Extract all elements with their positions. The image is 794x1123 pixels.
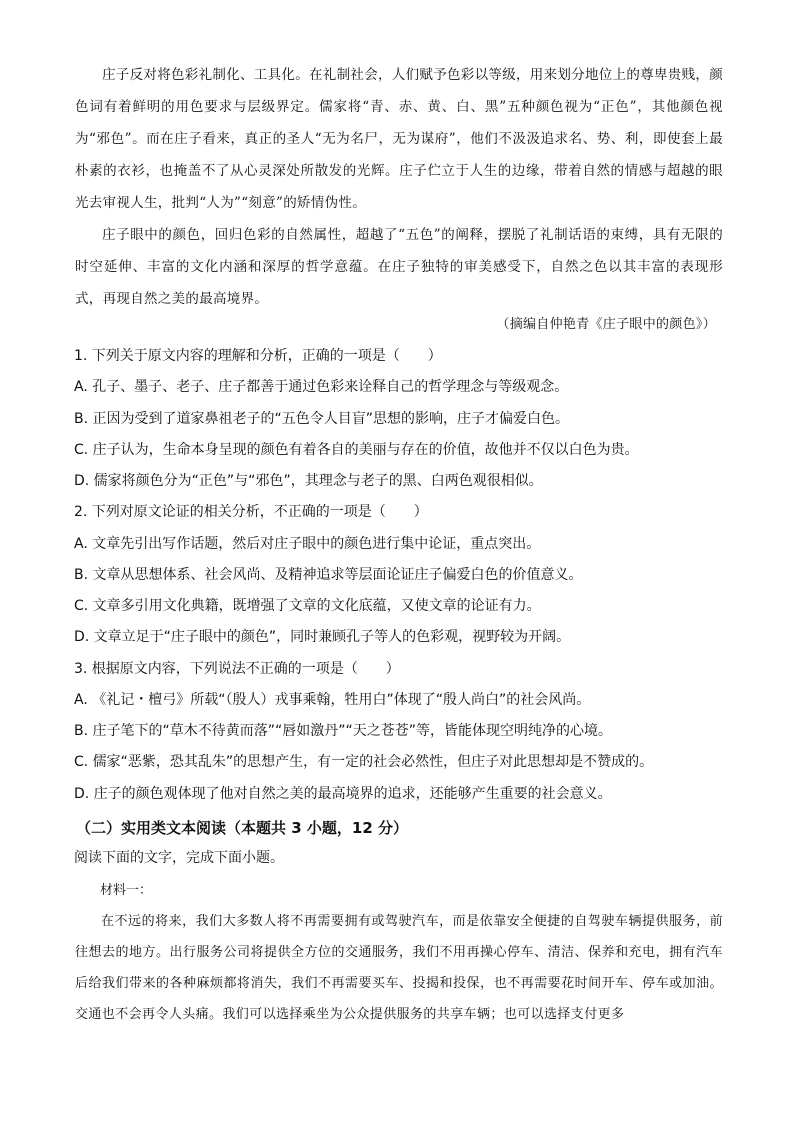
question-3-option-d[interactable]: D. 庄子的颜色观体现了他对自然之美的最高境界的追求，还能够产生重要的社会意义。 [74,786,612,802]
passage-paragraph-2: 庄子眼中的颜色，回归色彩的自然属性，超越了“五色”的阐释，摆脱了礼制话语的束缚，具有无限的时空延伸、丰富的文化内涵和深厚的哲学意蕴。在庄子独特的审美感受下，自然之色以其丰富的表现形式，再现自然之美的最高境界。 [75,227,723,307]
question-1-option-c[interactable]: C. 庄子认为，生命本身呈现的颜色有着各自的美丽与存在的价值，故他并不仅以白色为贵。 [74,442,639,458]
question-2-option-c[interactable]: C. 文章多引用文化典籍，既增强了文章的文化底蕴，又使文章的论证有力。 [74,598,541,614]
question-3-option-b[interactable]: B. 庄子笔下的“草木不待黄而落”“唇如激丹”“天之苍苍”等，皆能体现空明纯净的心境。 [74,723,613,739]
question-2-option-a[interactable]: A. 文章先引出写作话题，然后对庄子眼中的颜色进行集中论证，重点突出。 [74,536,541,552]
passage-source: （摘编自仲艳青《庄子眼中的颜色》） [496,317,716,332]
question-3-stem: 3. 根据原文内容，下列说法不正确的一项是（ ） [74,661,400,677]
question-2-option-d[interactable]: D. 文章立足于“庄子眼中的颜色”，同时兼顾孔子等人的色彩观，视野较为开阔。 [74,629,571,645]
passage-paragraph-1: 庄子反对将色彩礼制化、工具化。在礼制社会，人们赋予色彩以等级，用来划分地位上的尊卑贵贱，颜色词有着鲜明的用色要求与层级界定。儒家将“青、赤、黄、白、黑”五种颜色视为“正色”，其他颜色视为“邪色”。而在庄子看来，真正的圣人“无为名尸，无为谋府”，他们不汲汲追求名、势、利，即使套上最朴素的衣衫，也掩盖不了从心灵深处所散发的光辉。庄子伫立于人生的边缘，带着自然的情感与超越的眼光去审视人生，批判“人为”“刻意”的矫情伪性。 [75,67,723,211]
question-3-option-c[interactable]: C. 儒家“恶紫，恐其乱朱”的思想产生，有一定的社会必然性，但庄子对此思想却是不赞成的。 [74,754,654,770]
question-1-option-b[interactable]: B. 正因为受到了道家鼻祖老子的“五色令人目盲”思想的影响，庄子才偏爱白色。 [74,411,570,427]
section-2-title: （二）实用类文本阅读（本题共 3 小题，12 分） [76,819,408,837]
question-2-option-b[interactable]: B. 文章从思想体系、社会风尚、及精神追求等层面论证庄子偏爱白色的价值意义。 [74,567,583,583]
material-1-text: 在不远的将来，我们大多数人将不再需要拥有或驾驶汽车，而是依靠安全便捷的自驾驶车辆提供服务，前往想去的地方。出行服务公司将提供全方位的交通服务，我们不用再操心停车、清洁、保养和充电，拥有汽车后给我们带来的各种麻烦都将消失，我们不再需要买车、投揭和投保，也不再需要花时间开车、停车或加油。交通也不会再令人头痛。我们可以选择乘坐为公众提供服务的共享车辆；也可以选择支付更多 [75,914,723,1022]
question-1-stem: 1. 下列关于原文内容的理解和分析，正确的一项是（ ） [74,348,442,364]
question-1-option-d[interactable]: D. 儒家将颜色分为“正色”与“邪色”，其理念与老子的黑、白两色观很相似。 [74,473,543,489]
question-2-stem: 2. 下列对原文论证的相关分析，不正确的一项是（ ） [74,504,428,520]
question-1-option-a[interactable]: A. 孔子、墨子、老子、庄子都善于通过色彩来诠释自己的哲学理念与等级观念。 [74,379,569,395]
question-3-option-a[interactable]: A. 《礼记・檀弓》所载“（殷人）戎事乘翰，牲用白”体现了“殷人尚白”的社会风尚。 [74,692,591,708]
material-1-label: 材料一： [100,883,153,898]
section-2-instruction: 阅读下面的文字，完成下面小题。 [74,850,284,866]
